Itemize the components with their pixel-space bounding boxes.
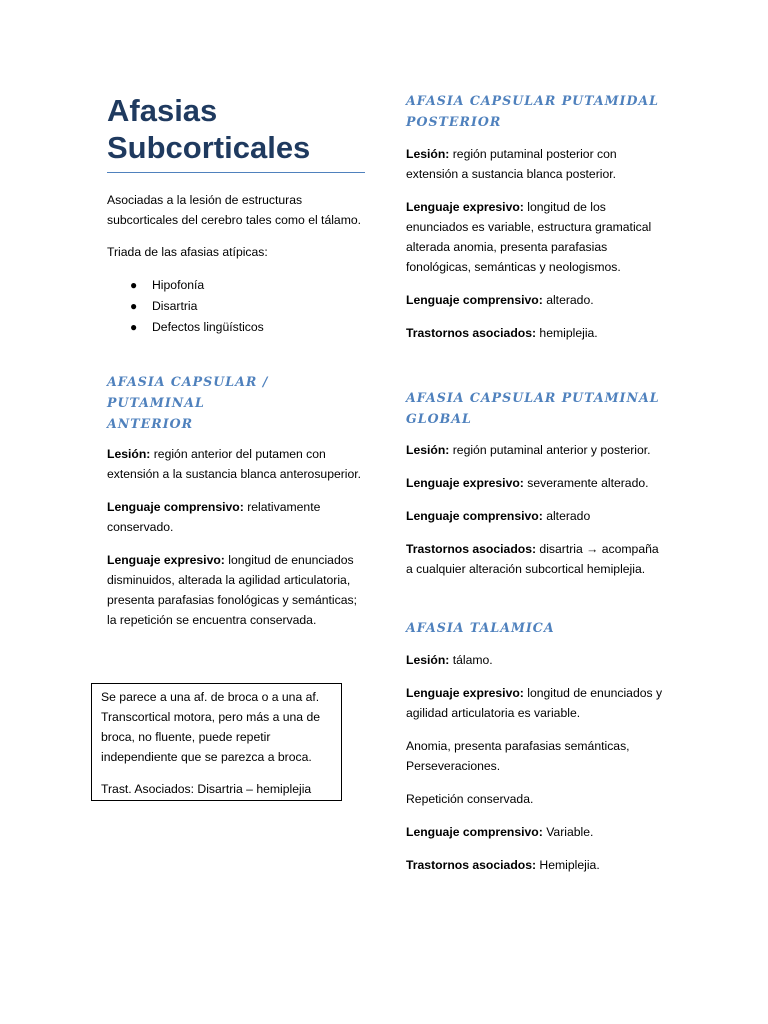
- expresivo-text: Lenguaje expresivo: longitud de enunciados y agilidad articulatoria es variable.: [406, 686, 663, 720]
- section-heading: AFASIA CAPSULAR / PUTAMINAL ANTERIOR: [107, 374, 269, 431]
- expresivo-text: Lenguaje expresivo: longitud de los enunciados es variable, estructura gramatical alterada anomia, presenta parafasias fonológicas, semánticas y neologismos.: [406, 200, 652, 274]
- expresivo-text: Lenguaje expresivo: longitud de enunciados disminuidos, alterada la agilidad articulatoria, presenta parafasias fonológicas y semánticas; la repetición se encuentra conservada.: [107, 553, 357, 627]
- repeticion-text: Repetición conservada.: [406, 792, 534, 806]
- section-anterior: [107, 371, 365, 630]
- section-heading: AFASIA CAPSULAR PUTAMIDAL POSTERIOR: [406, 93, 659, 129]
- page-title-line2: Subcorticales: [107, 130, 311, 165]
- trastornos-text: Trastornos asociados: hemiplejia.: [406, 326, 598, 340]
- comprensivo-text: Lenguaje comprensivo: relativamente conservado.: [107, 500, 321, 534]
- lesion-text: Lesión: región putaminal posterior con extensión a sustancia blanca posterior.: [406, 147, 617, 181]
- bullet-icon: ●: [130, 320, 138, 334]
- section-posterior: [406, 90, 668, 343]
- expresivo-text: Lenguaje expresivo: severamente alterado.: [406, 476, 649, 490]
- section-heading: AFASIA CAPSULAR PUTAMINAL GLOBAL: [406, 390, 660, 426]
- triad-label: Triada de las afasias atípicas:: [107, 245, 268, 259]
- lesion-text: Lesión: región putaminal anterior y posterior.: [406, 443, 651, 457]
- note-text: Se parece a una af. de broca o a una af. Transcortical motora, pero más a una de broca, no fluente, puede repetir independiente que se parezca a broca.: [101, 690, 321, 764]
- comprensivo-text: Lenguaje comprensivo: Variable.: [406, 825, 594, 839]
- trastornos-text: Trastornos asociados: Hemiplejia.: [406, 858, 600, 872]
- note-box: [91, 683, 342, 801]
- bullet-icon: ●: [130, 299, 138, 313]
- page-title-line1: Afasias: [107, 93, 218, 128]
- comprensivo-text: Lenguaje comprensivo: alterado.: [406, 293, 594, 307]
- lesion-text: Lesión: tálamo.: [406, 653, 493, 667]
- page-title: [107, 92, 365, 173]
- lesion-text: Lesión: región anterior del putamen con extensión a la sustancia blanca anterosuperior.: [107, 447, 362, 481]
- left-column: [107, 92, 365, 630]
- note-associated-text: Trast. Asociados: Disartria – hemiplejia: [101, 782, 312, 796]
- list-item: ● Disartria: [107, 296, 365, 317]
- list-item: ● Defectos lingüísticos: [107, 317, 365, 338]
- section-heading: AFASIA TALAMICA: [406, 620, 555, 635]
- triad-list: [107, 275, 365, 338]
- comprensivo-text: Lenguaje comprensivo: alterado: [406, 509, 591, 523]
- trastornos-text: Trastornos asociados: disartria → acompaña a cualquier alteración subcortical hemiplejia.: [406, 542, 659, 576]
- section-talamica: [406, 617, 668, 875]
- right-column: [406, 90, 668, 875]
- section-global: [406, 387, 668, 579]
- anomia-text: Anomia, presenta parafasias semánticas, Perseveraciones.: [406, 739, 630, 773]
- intro-paragraph: Asociadas a la lesión de estructuras subcorticales del cerebro tales como el tálamo.: [107, 193, 362, 227]
- list-item: ● Hipofonía: [107, 275, 365, 296]
- bullet-icon: ●: [130, 278, 138, 292]
